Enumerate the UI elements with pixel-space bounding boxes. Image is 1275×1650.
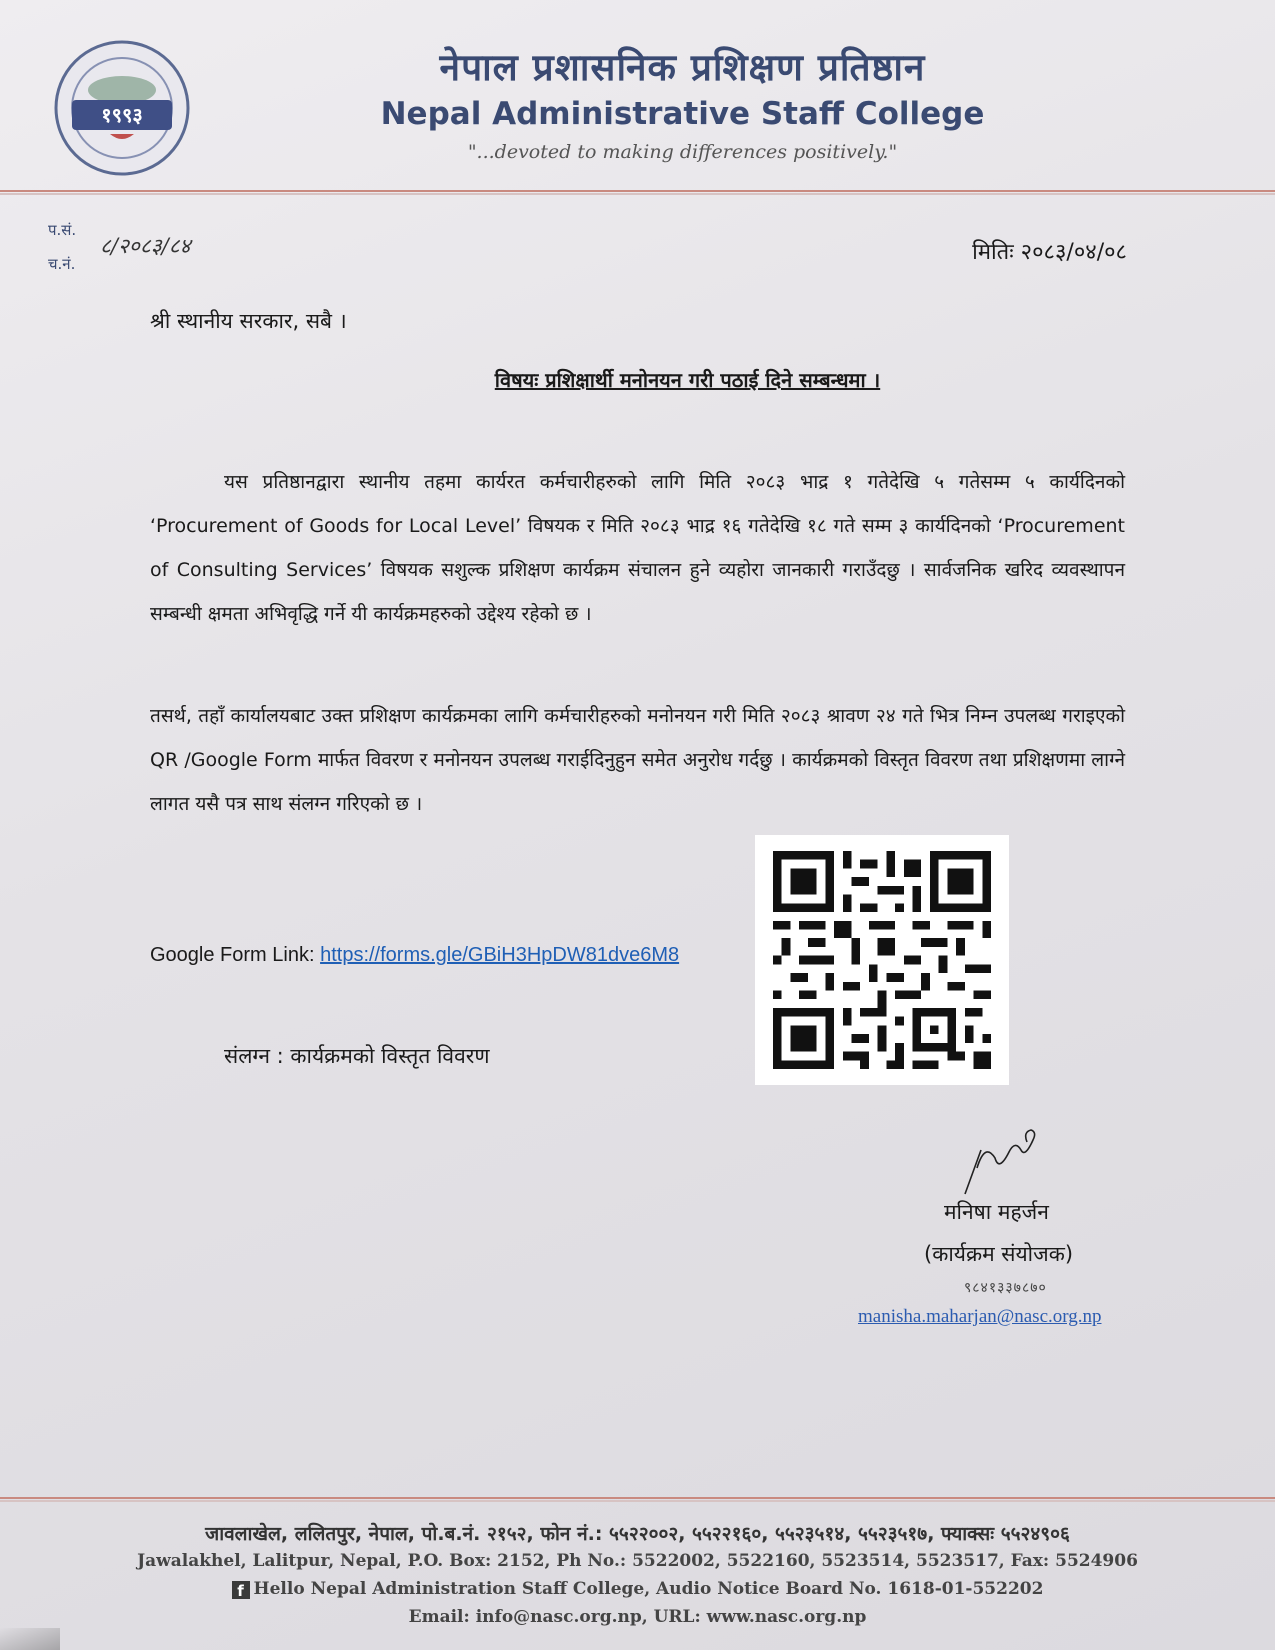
org-tagline: "...devoted to making differences positively." — [467, 141, 898, 163]
footer-divider — [0, 1497, 1275, 1499]
body-paragraph-2: तसर्थ, तहाँ कार्यालयबाट उक्त प्रशिक्षण कार्यक्रमका लागि कर्मचारीहरुको मनोनयन गरी मिति २०८३ श्रावण २४ गते भित्र निम्न उपलब्ध गराइएको QR /Google Form मार्फत विवरण र मनोनयन उपलब्ध गराईदिनुहुन समेत अनुरोध गर्दछु । कार्यक्रमको विस्तृत विवरण तथा प्रशिक्षणमा लाग्ने लागत यसै पत्र साथ संलग्न गरिएको छ । — [150, 705, 1125, 815]
page-corner-shadow — [0, 1628, 60, 1650]
reference-number: ८/२०८३/८४ — [100, 234, 191, 258]
logo-year: १९९३ — [101, 103, 143, 127]
footer-contact: Email: info@nasc.org.np, URL: www.nasc.org.np — [408, 1607, 867, 1627]
footer-address-nepali: जावलाखेल, ललितपुर, नेपाल, पो.ब.नं. २१५२, फोन नं.: ५५२२००२, ५५२२१६०, ५५२३५१४, ५५२३५१७, फ्याक्सः ५५२४९०६ — [205, 1523, 1070, 1545]
body-paragraph-1: यस प्रतिष्ठानद्वारा स्थानीय तहमा कार्यरत कर्मचारीहरुको लागि मिति २०८३ भाद्र १ गतेदेखि ५ गतेसम्म ५ कार्यदिनको ‘Procurement of Goods for Local Level’ विषयक र मिति २०८३ भाद्र १६ गतेदेखि १८ गते सम्म ३ कार्यदिनको ‘Procurement of Consulting Services’ विषयक सशुल्क प्रशिक्षण कार्यक्रम संचालन हुने व्यहोरा जानकारी गराउँदछु । सार्वजनिक खरिद व्यवस्थापन सम्बन्धी क्षमता अभिवृद्धि गर्ने यी कार्यक्रमहरुको उद्देश्य रहेको छ । — [150, 471, 1125, 625]
google-form-line — [150, 944, 679, 967]
signature — [955, 1128, 1050, 1198]
letter-subject: विषयः प्रशिक्षार्थी मनोनयन गरी पठाई दिने सम्बन्धमा । — [494, 368, 881, 392]
attachment-note: संलग्न : कार्यक्रमको विस्तृत विवरण — [224, 1044, 490, 1068]
google-form-label: Google Form Link: — [150, 944, 321, 966]
footer-hello-line — [0, 1579, 1275, 1599]
letter-date: मितिः २०८३/०४/०८ — [972, 240, 1127, 265]
google-form-link[interactable]: https://forms.gle/GBiH3HpDW81dve6M8 — [320, 944, 680, 966]
org-name-english: Nepal Administrative Staff College — [380, 96, 985, 132]
dispatch-number-label: च.नं. — [48, 255, 76, 273]
signatory-phone: ९८४१३३७८७० — [964, 1280, 1047, 1296]
footer-address-english: Jawalakhel, Lalitpur, Nepal, P.O. Box: 2152, Ph No.: 5522002, 5522160, 5523514, 5523517, Fax: 5524906 — [137, 1551, 1138, 1571]
qr-code[interactable] — [755, 835, 1009, 1085]
signatory-email-link[interactable]: manisha.maharjan@nasc.org.np — [858, 1306, 1102, 1327]
footer-hello-text: Hello Nepal Administration Staff College, Audio Notice Board No. 1618-01-552202 — [253, 1579, 1044, 1599]
facebook-icon: f — [232, 1581, 250, 1599]
signatory-name: मनिषा महर्जन — [944, 1200, 1049, 1224]
signatory-title: (कार्यक्रम संयोजक) — [924, 1242, 1074, 1266]
addressee: श्री स्थानीय सरकार, सबै । — [150, 309, 347, 333]
reference-number-label: प.सं. — [48, 221, 77, 239]
header-divider — [0, 190, 1275, 192]
org-name-nepali: नेपाल प्रशासनिक प्रशिक्षण प्रतिष्ठान — [439, 46, 926, 89]
